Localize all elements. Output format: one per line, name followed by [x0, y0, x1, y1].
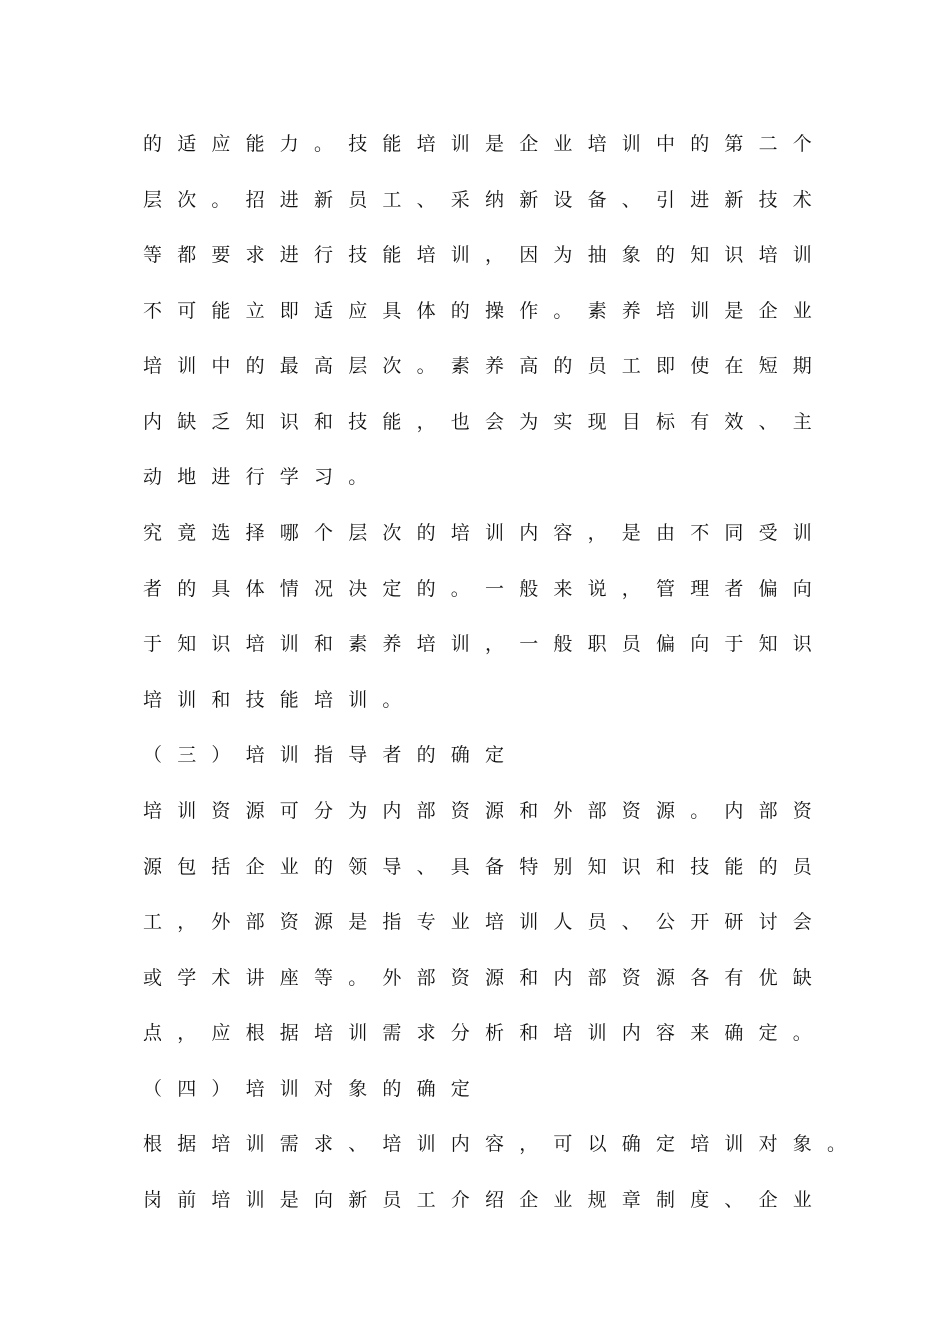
- text-line: 点，应根据培训需求分析和培训内容来确定。: [143, 1022, 828, 1044]
- text-line: 培训和技能培训。: [143, 689, 417, 711]
- text-line: 根据培训需求、培训内容，可以确定培训对象。: [143, 1133, 862, 1155]
- text-line: 岗前培训是向新员工介绍企业规章制度、企业: [143, 1189, 828, 1211]
- text-line: 动地进行学习。: [143, 466, 383, 488]
- text-line: 的适应能力。技能培训是企业培训中的第二个: [143, 133, 828, 155]
- section-heading: （三）培训指导者的确定: [143, 744, 520, 766]
- text-line: 者的具体情况决定的。一般来说，管理者偏向: [143, 578, 828, 600]
- text-line: 工，外部资源是指专业培训人员、公开研讨会: [143, 911, 828, 933]
- text-line: 等都要求进行技能培训，因为抽象的知识培训: [143, 244, 828, 266]
- text-line: 内缺乏知识和技能，也会为实现目标有效、主: [143, 411, 828, 433]
- text-line: 或学术讲座等。外部资源和内部资源各有优缺: [143, 967, 828, 989]
- text-line: 培训中的最高层次。素养高的员工即使在短期: [143, 355, 828, 377]
- text-line: 培训资源可分为内部资源和外部资源。内部资: [143, 800, 828, 822]
- text-line: 究竟选择哪个层次的培训内容，是由不同受训: [143, 522, 828, 544]
- section-heading: （四）培训对象的确定: [143, 1078, 486, 1100]
- text-line: 于知识培训和素养培训，一般职员偏向于知识: [143, 633, 828, 655]
- text-line: 层次。招进新员工、采纳新设备、引进新技术: [143, 189, 828, 211]
- text-line: 不可能立即适应具体的操作。素养培训是企业: [143, 300, 828, 322]
- text-line: 源包括企业的领导、具备特别知识和技能的员: [143, 856, 828, 878]
